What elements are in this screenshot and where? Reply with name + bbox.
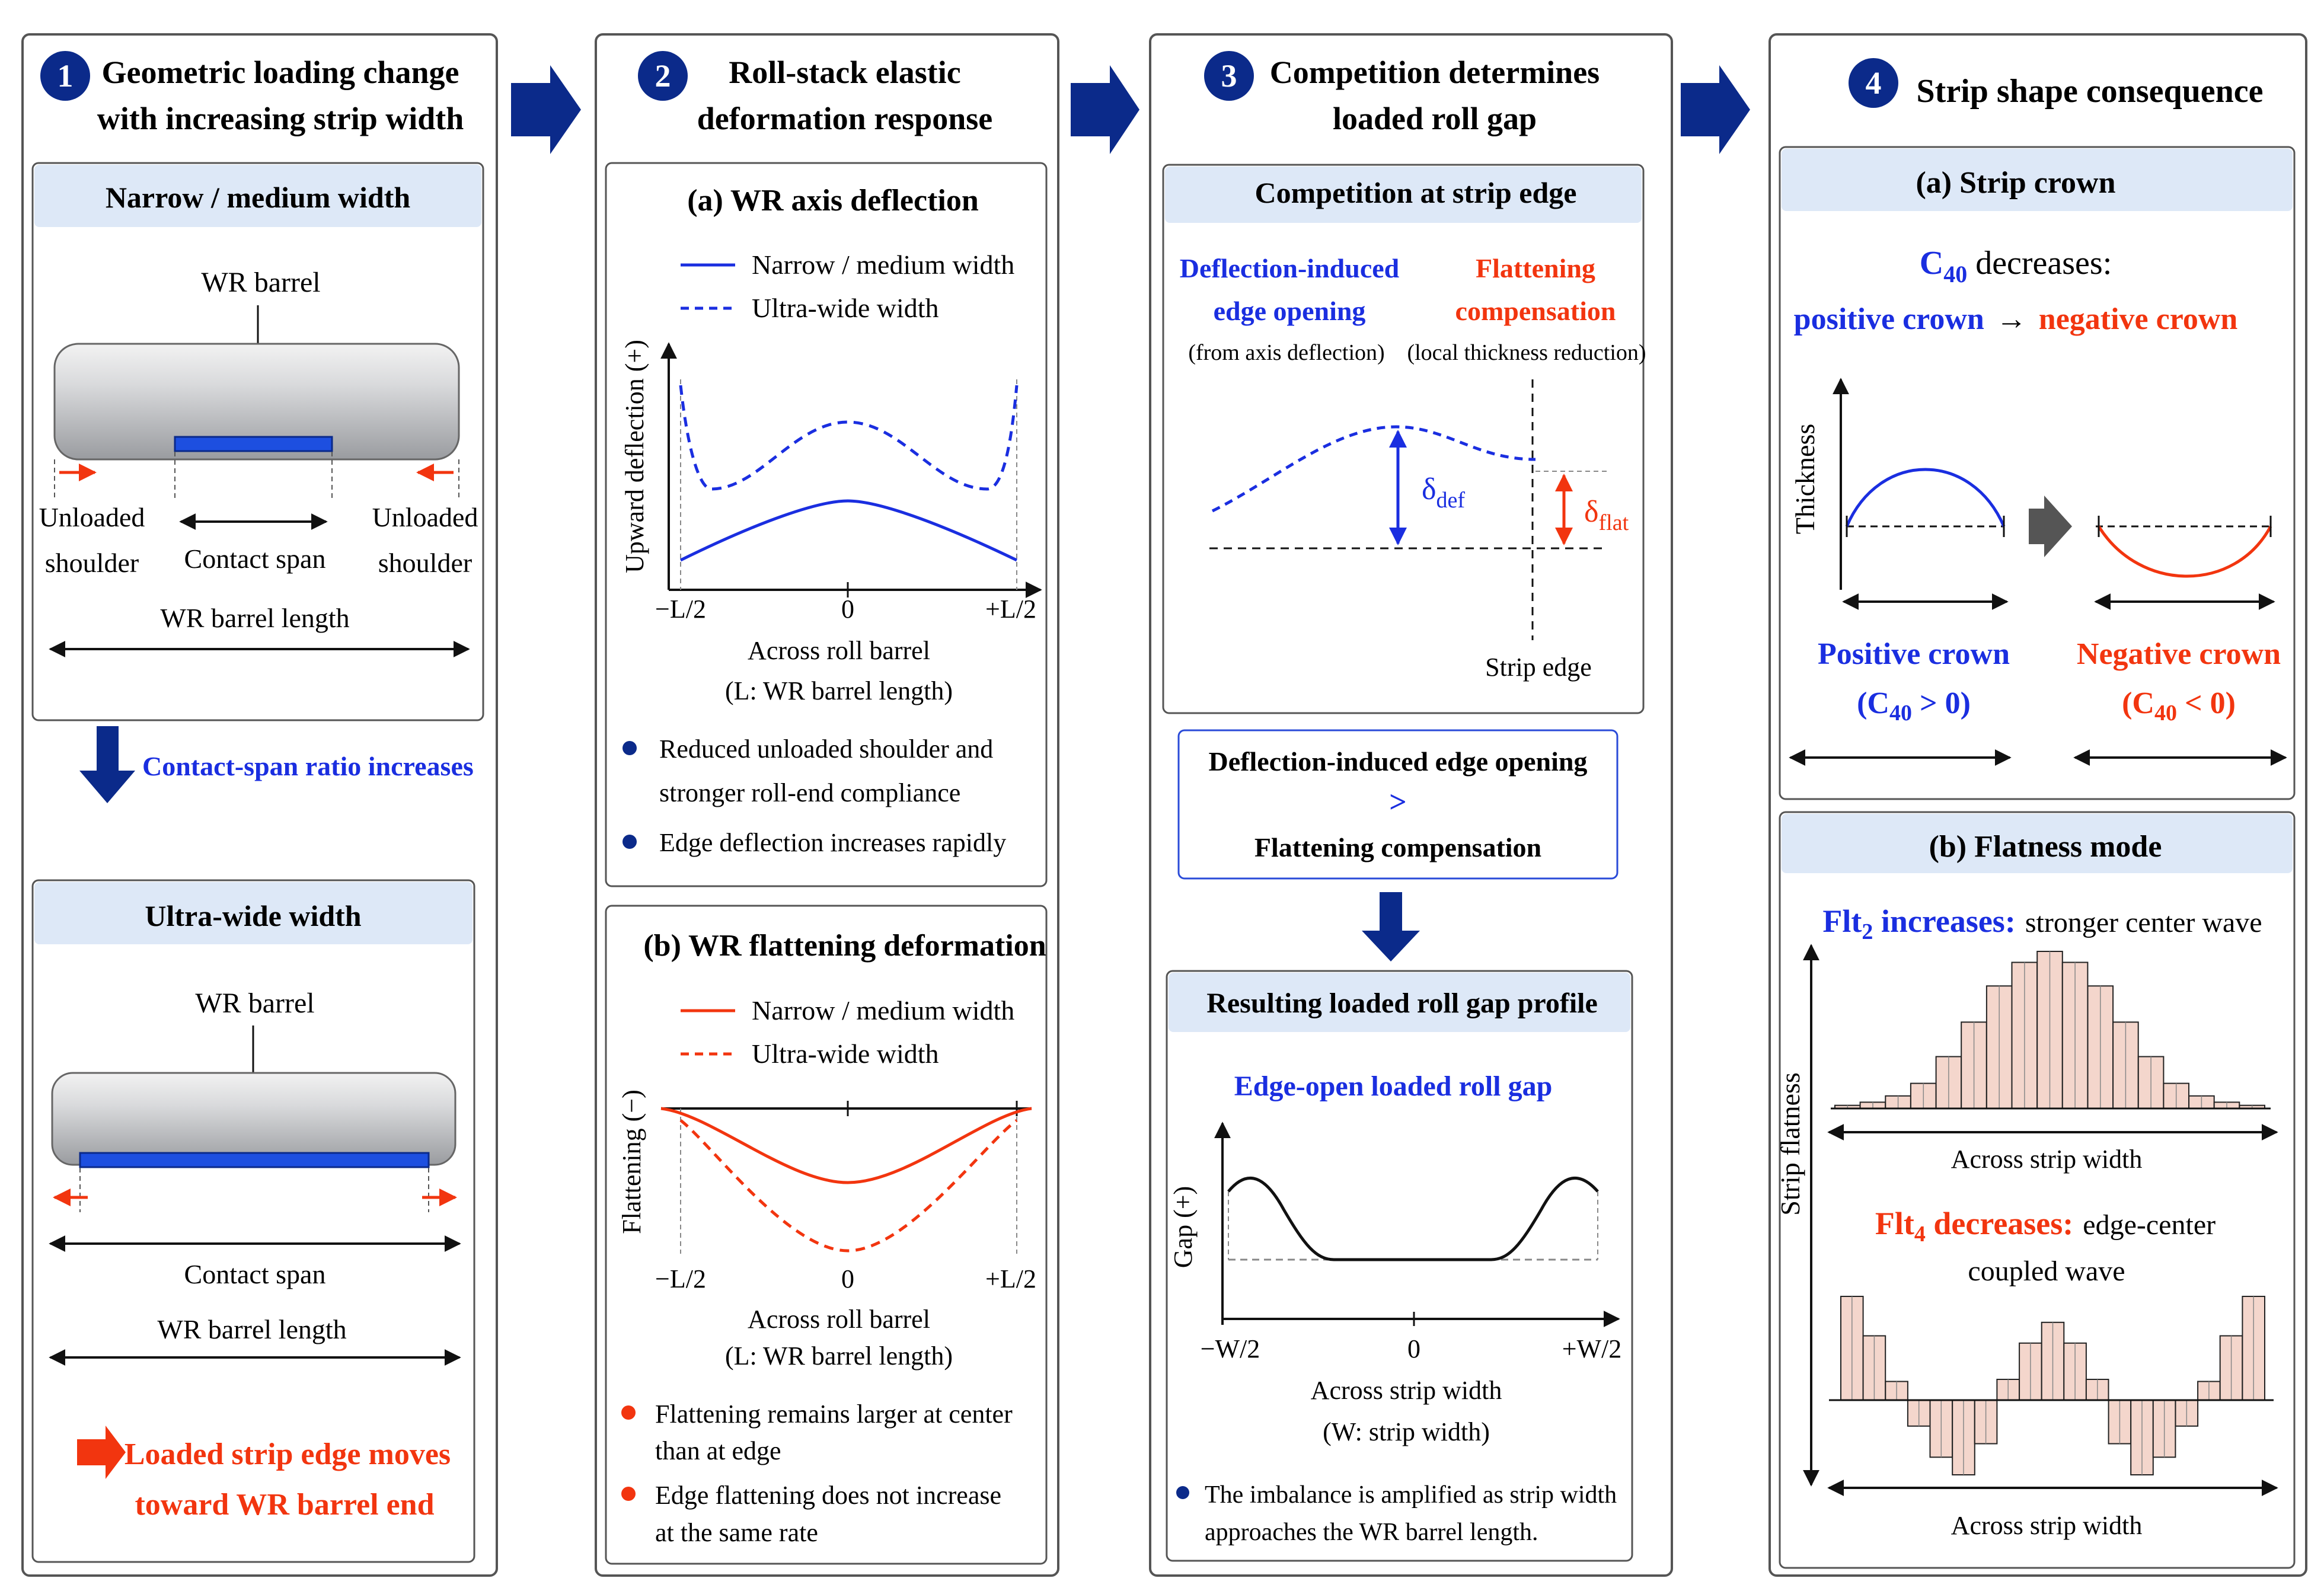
panel-3-title-line1: Competition determines [1269,55,1600,90]
negative-cond-a: (C [2122,686,2154,720]
strip-crown-header: (a) Strip crown [1916,166,2116,200]
ratio-text: Contact-span ratio increases [142,751,474,781]
tick-plus-half-l-b: +L/2 [985,1264,1036,1293]
flatness-x-axis-label-2: Across strip width [1950,1511,2143,1540]
c40-symbol: C [1919,245,1944,282]
axis-deflection-box [606,163,1046,886]
negative-crown-label: Negative crown [2076,637,2281,671]
imbalance-note-line1: The imbalance is amplified as strip width [1205,1481,1617,1509]
greater-than-symbol: > [1389,785,1407,819]
delta-flat-symbol: δ [1584,495,1599,529]
wr-barrel-label-wide: WR barrel [195,988,315,1019]
flattening-compensation-note: (local thickness reduction) [1407,340,1646,365]
tick-minus-half-l: −L/2 [655,595,706,624]
panel-1-title-line1: Geometric loading change [101,55,459,90]
positive-crown-label: Positive crown [1818,637,2010,671]
step-4-number: 4 [1865,65,1882,101]
step-1-number: 1 [57,58,74,94]
flt4-subscript: 4 [1914,1222,1926,1247]
competition-header: Competition at strip edge [1254,176,1577,209]
tick-minus-half-l-b: −L/2 [655,1264,706,1293]
unloaded-label-left: Unloaded [39,502,145,532]
result-box [1167,971,1632,1561]
deflection-opening-line1: Deflection-induced [1179,253,1400,283]
strip-crown-box [1780,147,2294,799]
gap-x-axis-label: Across strip width [1310,1376,1502,1405]
svg-text:Flt4 decreases:edge-center [1875,1206,2216,1247]
panel-4-title: Strip shape consequence [1916,73,2264,110]
positive-crown-inline: positive crown [1793,302,1984,336]
deflection-opening-line2: edge opening [1213,296,1366,326]
step-2-number: 2 [655,58,671,94]
c40-subscript: 40 [1943,261,1968,287]
thickness-y-axis-label: Thickness [1790,423,1820,535]
contact-span-label: Contact span [184,544,326,574]
flatness-x-axis-label-1: Across strip width [1950,1145,2143,1174]
ultra-wide-box [33,880,474,1562]
flow-arrow-1-icon [511,65,581,154]
legend-dashed-label: Ultra-wide width [752,293,939,323]
tick-plus-half-w: +W/2 [1562,1334,1622,1363]
legend-dashed-label-b: Ultra-wide width [752,1039,939,1069]
tick-zero: 0 [841,595,854,624]
svg-text:(C40 > 0) [1857,686,1971,726]
flow-arrow-3-icon [1681,65,1750,154]
narrow-width-box [33,163,483,720]
gap-x-axis-note: (W: strip width) [1323,1417,1490,1446]
step-3-number: 3 [1221,58,1237,94]
comparison-box [1179,730,1617,878]
panel-3-title-line2: loaded roll gap [1332,101,1537,136]
flattening-x-axis-label: Across roll barrel [748,1305,930,1334]
flt2-description: stronger center wave [2025,907,2262,938]
flt2-increases: increases: [1873,903,2016,939]
flattening-bullet-1-line2: than at edge [655,1436,781,1465]
deflection-opening-note: (from axis deflection) [1188,340,1385,365]
flattening-y-axis-label: Flattening (−) [617,1090,646,1234]
imbalance-note-line2: approaches the WR barrel length. [1205,1519,1538,1546]
deflection-bullet-1-line1: Reduced unloaded shoulder and [659,734,994,763]
bullet-icon [622,741,637,755]
panel-2-title-line1: Roll-stack elastic [729,55,961,90]
flattening-bullet-2-line1: Edge flattening does not increase [655,1481,1002,1510]
delta-def-subscript: def [1436,488,1466,513]
positive-cond-sub: 40 [1889,701,1912,726]
panel-1-title-line2: with increasing strip width [97,101,464,136]
svg-text:positive crown→negative crown [1794,302,2238,336]
arrow-symbol: → [1996,302,2027,336]
panel-2 [596,34,1058,1576]
unloaded-label-right: Unloaded [372,502,478,532]
flattening-x-axis-note: (L: WR barrel length) [724,1341,953,1370]
shoulder-label-left: shoulder [44,548,139,578]
flt4-description-2: coupled wave [1968,1255,2125,1287]
flt2-subscript: 2 [1862,919,1873,944]
flattening-box [606,906,1046,1564]
comparison-line2: Flattening compensation [1254,832,1542,862]
work-roll-wide [52,1073,455,1165]
flow-arrow-2-icon [1071,65,1139,154]
deflection-bullet-1-line2: stronger roll-end compliance [659,778,961,807]
flattening-compensation-line1: Flattening [1476,253,1595,283]
strip-edge-label: Strip edge [1485,653,1592,682]
contact-span-label-wide: Contact span [184,1259,326,1289]
deflection-bullet-2: Edge deflection increases rapidly [659,828,1007,857]
svg-text:Flt2 increases:stronger center [1822,903,2262,944]
flattening-title: (b) WR flattening deformation [643,929,1046,963]
tick-zero-w: 0 [1407,1334,1420,1363]
comparison-line1: Deflection-induced edge opening [1208,746,1588,777]
ultra-wide-header: Ultra-wide width [145,899,362,932]
bullet-icon [621,1405,636,1420]
legend-solid-label: Narrow / medium width [752,250,1015,280]
flt4-decreases: decreases: [1925,1206,2074,1241]
positive-cond-b: > 0) [1911,686,1971,720]
strip-contact [175,437,332,451]
svg-text:(C40 < 0) [2122,686,2236,726]
axis-deflection-title: (a) WR axis deflection [687,184,979,218]
shoulder-label-right: shoulder [378,548,473,578]
panel-4 [1770,34,2306,1576]
c40-decreases: decreases: [1975,245,2112,282]
competition-box [1163,165,1646,713]
narrow-width-header: Narrow / medium width [105,181,411,214]
bullet-icon [622,835,637,849]
tick-plus-half-l: +L/2 [985,595,1036,624]
barrel-length-label: WR barrel length [160,603,350,633]
negative-cond-sub: 40 [2154,701,2177,726]
strip-flatness-y-axis-label: Strip flatness [1775,1072,1805,1216]
negative-cond-b: < 0) [2176,686,2236,720]
gap-y-axis-label: Gap (+) [1169,1186,1198,1269]
positive-cond-a: (C [1857,686,1889,720]
panel-2-title-line2: deformation response [697,101,993,136]
edge-moves-line1: Loaded strip edge moves [124,1437,451,1471]
delta-def-symbol: δ [1422,472,1436,506]
panel-1 [23,34,497,1576]
legend-solid-label-b: Narrow / medium width [752,995,1015,1025]
flt4-symbol: Flt [1875,1206,1914,1241]
panel-3 [1150,34,1672,1576]
tick-zero-b: 0 [841,1264,854,1293]
flatness-mode-header: (b) Flatness mode [1929,830,2162,864]
flatness-mode-box [1775,812,2294,1568]
edge-moves-line2: toward WR barrel end [135,1488,435,1522]
bullet-icon [621,1487,636,1501]
result-subtitle: Edge-open loaded roll gap [1234,1071,1553,1102]
flattening-bullet-2-line2: at the same rate [655,1518,818,1547]
strip-contact-wide [80,1153,429,1167]
wr-barrel-label: WR barrel [201,267,321,298]
deflection-x-axis-note: (L: WR barrel length) [724,676,953,705]
deflection-x-axis-label: Across roll barrel [748,636,930,665]
tick-minus-half-w: −W/2 [1200,1334,1260,1363]
bullet-icon [1176,1486,1189,1499]
flattening-compensation-line2: compensation [1455,296,1616,326]
flattening-bullet-1-line1: Flattening remains larger at center [655,1400,1013,1429]
flt4-description-1: edge-center [2083,1209,2216,1241]
deflection-y-axis-label: Upward deflection (+) [620,340,649,573]
flt2-symbol: Flt [1822,903,1862,939]
result-header: Resulting loaded roll gap profile [1206,988,1598,1019]
barrel-length-label-wide: WR barrel length [157,1314,347,1344]
negative-crown-inline: negative crown [2038,302,2238,336]
delta-flat-subscript: flat [1598,510,1629,535]
